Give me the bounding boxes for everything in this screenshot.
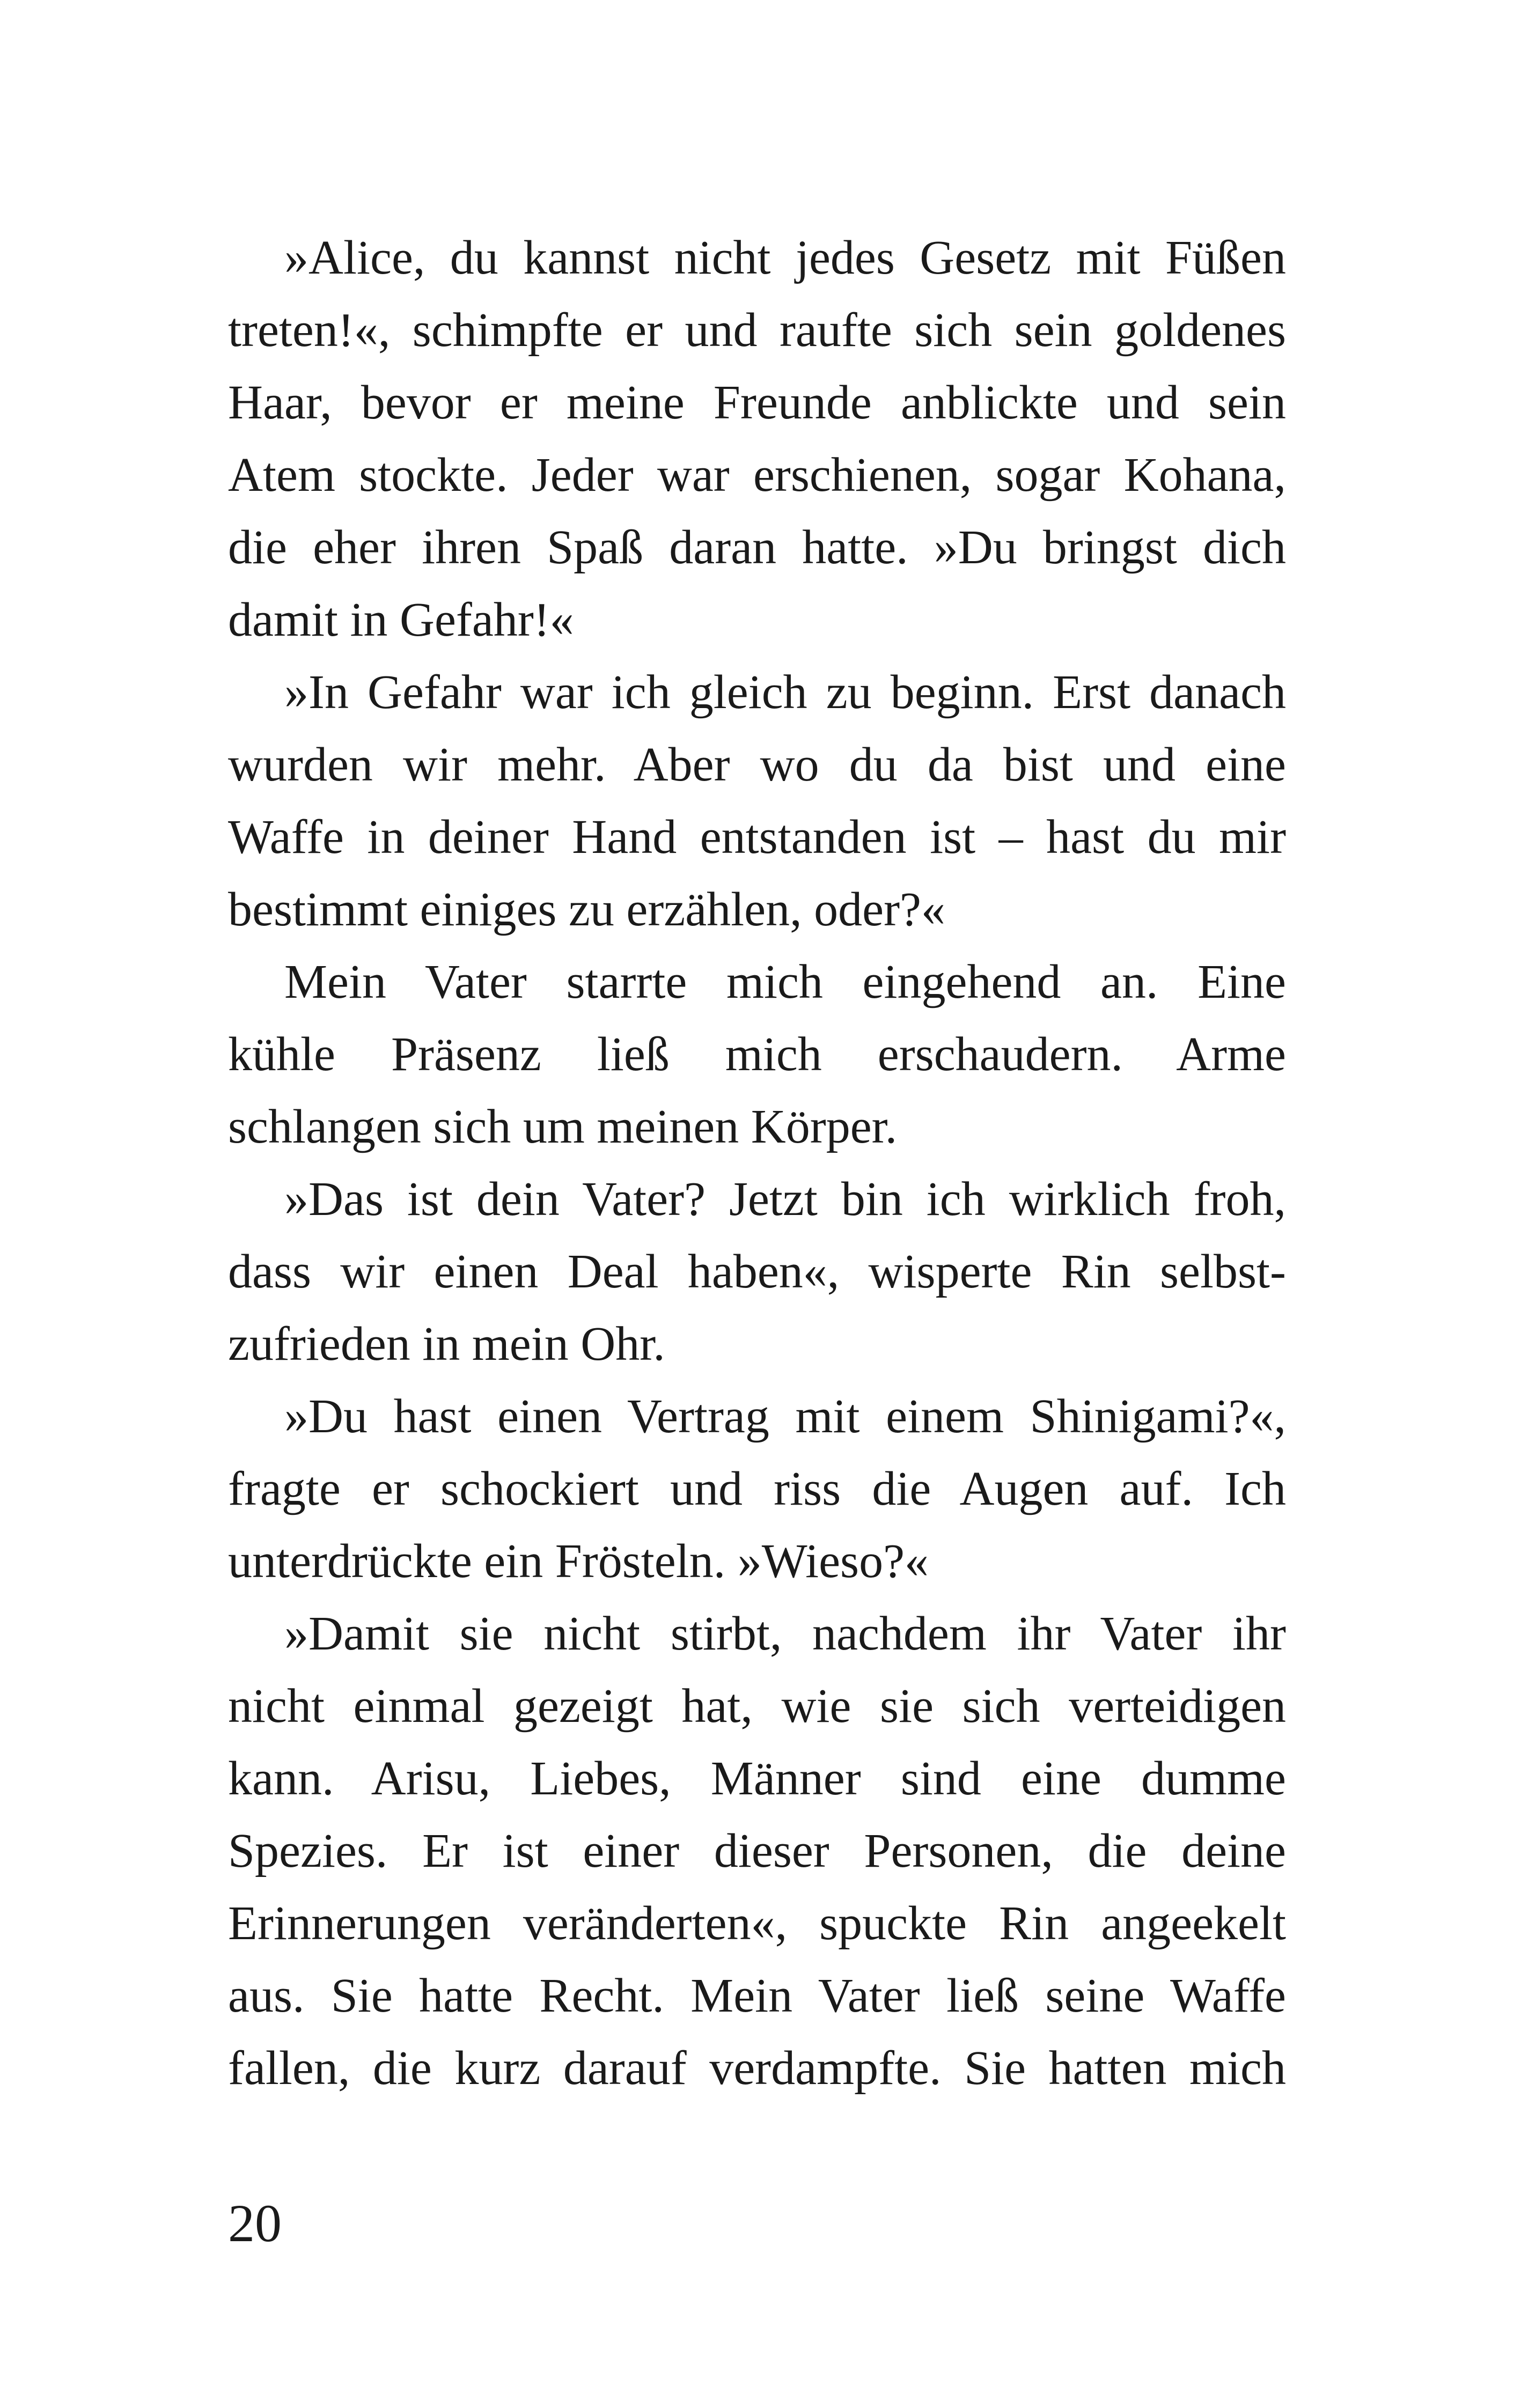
text-line: Mein Vater starrte mich eingehend an. Eine	[284, 955, 1286, 1008]
text-line: treten!«, schimpfte er und raufte sich sein goldenes	[228, 304, 1287, 357]
text-line: wurden wir mehr. Aber wo du da bist und eine	[228, 738, 1286, 791]
text-line: kühle Präsenz ließ mich erschaudern. Arme	[228, 1028, 1287, 1081]
text-line: dass wir einen Deal haben«, wisperte Rin selbst-	[228, 1245, 1287, 1298]
paragraph-4	[228, 1163, 1286, 1380]
text-line: zufrieden in mein Ohr.	[228, 1317, 665, 1371]
text-line: »Das ist dein Vater? Jetzt bin ich wirklich froh,	[284, 1173, 1287, 1226]
paragraph-2	[228, 656, 1286, 946]
text-line: fragte er schockiert und riss die Augen auf. Ich	[228, 1462, 1287, 1515]
paragraph-6	[228, 1597, 1286, 2104]
text-line: »Du hast einen Vertrag mit einem Shinigami?«,	[284, 1390, 1287, 1443]
text-line: nicht einmal gezeigt hat, wie sie sich verteidigen	[228, 1680, 1287, 1733]
text-line: »In Gefahr war ich gleich zu beginn. Erst danach	[284, 666, 1287, 719]
text-line: Atem stockte. Jeder war erschienen, sogar Kohana,	[228, 448, 1286, 502]
text-line: die eher ihren Spaß daran hatte. »Du bringst dich	[228, 521, 1286, 574]
body-text	[228, 222, 1286, 2104]
paragraph-1	[228, 222, 1286, 656]
text-line: bestimmt einiges zu erzählen, oder?«	[228, 883, 945, 936]
paragraph-3	[228, 946, 1286, 1163]
page-number: 20	[228, 2193, 282, 2253]
paragraph-5	[228, 1380, 1286, 1597]
text-line: fallen, die kurz darauf verdampfte. Sie hatten mich	[228, 2042, 1287, 2095]
text-line: »Alice, du kannst nicht jedes Gesetz mit Füßen	[284, 231, 1286, 284]
text-line: aus. Sie hatte Recht. Mein Vater ließ seine Waffe	[228, 1969, 1286, 2022]
text-line: »Damit sie nicht stirbt, nachdem ihr Vater ihr	[284, 1607, 1287, 1660]
text-line: unterdrückte ein Frösteln. »Wieso?«	[228, 1535, 929, 1588]
text-line: kann. Arisu, Liebes, Männer sind eine dumme	[228, 1752, 1286, 1805]
text-line: schlangen sich um meinen Körper.	[228, 1100, 898, 1153]
text-line: damit in Gefahr!«	[228, 593, 574, 646]
text-line: Erinnerungen veränderten«, spuckte Rin angeekelt	[228, 1897, 1286, 1950]
text-line: Spezies. Er ist einer dieser Personen, die deine	[228, 1824, 1287, 1877]
text-line: Waffe in deiner Hand entstanden ist – hast du mir	[228, 811, 1287, 864]
text-line: Haar, bevor er meine Freunde anblickte und sein	[228, 376, 1287, 429]
